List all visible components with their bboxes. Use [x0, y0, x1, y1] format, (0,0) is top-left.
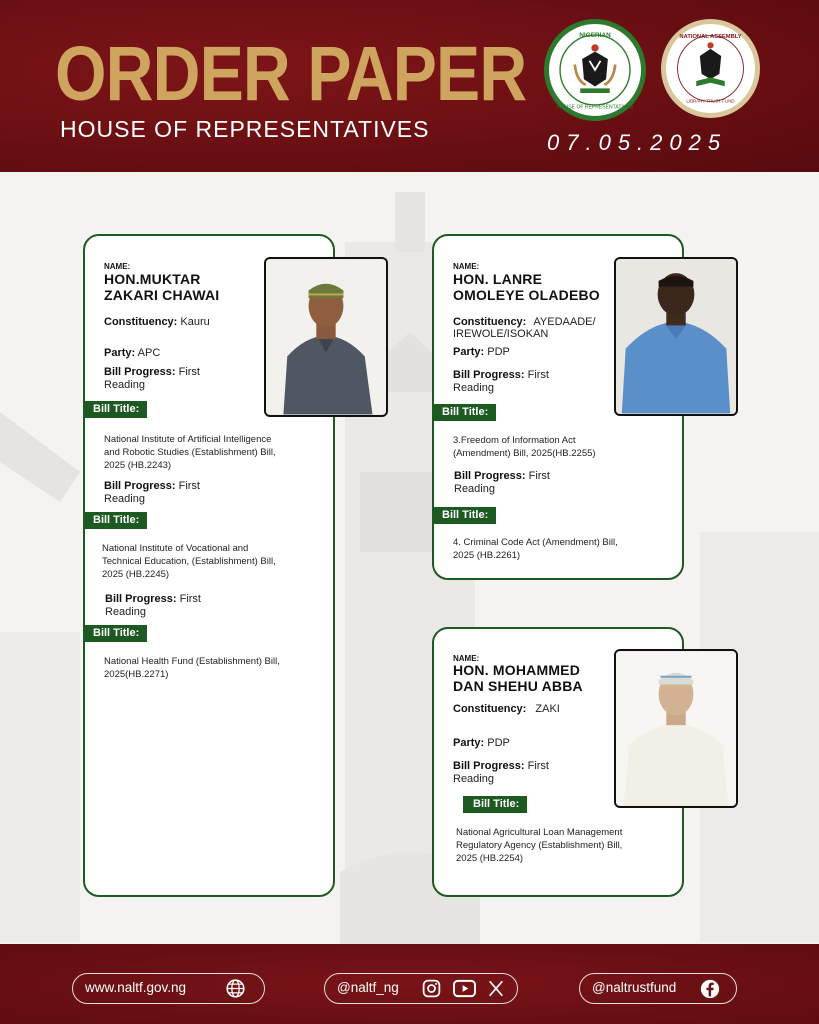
- name-label: NAME:: [104, 262, 131, 271]
- bill-progress-value: First: [178, 480, 200, 492]
- bill-title-tag: Bill Title:: [432, 404, 496, 421]
- member-photo-abba: [614, 649, 738, 808]
- bill-progress-value-2: Reading: [453, 773, 494, 785]
- constituency-value-2: IREWOLE/ISOKAN: [453, 328, 549, 340]
- bill-title-2: [102, 542, 276, 581]
- bill-line: National Health Fund (Establishment) Bill,: [104, 656, 280, 667]
- bill-line: 4. Criminal Code Act (Amendment) Bill,: [453, 537, 618, 548]
- instagram-handle: @naltf_ng: [337, 980, 399, 995]
- instagram-icon[interactable]: [421, 978, 442, 999]
- bill-line: Regulatory Agency (Establishment) Bill,: [456, 840, 623, 851]
- bill-line: 2025 (HB.2243): [104, 460, 172, 471]
- party-label: Party:: [104, 347, 136, 359]
- bill-line: 3.Freedom of Information Act: [453, 435, 576, 446]
- page-title: ORDER PAPER: [55, 31, 527, 117]
- bill-progress-1: [453, 369, 549, 395]
- bill-line: (Amendment) Bill, 2025(HB.2255): [453, 448, 596, 459]
- party-value: PDP: [487, 346, 510, 358]
- bill-line: and Robotic Studies (Establishment) Bill,: [104, 447, 276, 458]
- bill-title-tag: Bill Title:: [83, 401, 147, 418]
- facebook-icon[interactable]: [699, 978, 721, 1000]
- bill-progress-value: First: [179, 593, 201, 605]
- youtube-icon[interactable]: [452, 978, 477, 999]
- bill-title-tag: Bill Title:: [463, 796, 527, 813]
- svg-text:NATIONAL ASSEMBLY: NATIONAL ASSEMBLY: [679, 34, 742, 41]
- svg-text:NIGERIAN: NIGERIAN: [579, 31, 611, 39]
- bill-progress-2: [454, 470, 550, 496]
- bill-title-1: [456, 826, 622, 865]
- bill-progress-value-2: Reading: [105, 606, 146, 618]
- house-of-reps-seal: [544, 19, 646, 121]
- member-name-line1: HON. LANRE: [453, 271, 543, 287]
- bill-line: National Agricultural Loan Management: [456, 827, 623, 838]
- x-icon[interactable]: [487, 978, 505, 999]
- coat-of-arms-icon: [549, 24, 641, 116]
- bill-line: 2025(HB.2271): [104, 669, 169, 680]
- member-name-line2: DAN SHEHU ABBA: [453, 678, 583, 694]
- constituency-value: ZAKI: [535, 703, 560, 715]
- bill-progress-label: Bill Progress:: [453, 760, 525, 772]
- bill-line: National Institute of Vocational and: [102, 543, 249, 554]
- bill-progress-1: [104, 366, 200, 392]
- naltf-seal: [661, 19, 760, 118]
- bill-title-3: [104, 655, 280, 681]
- member-photo-oladebo: [614, 257, 738, 416]
- bill-progress-label: Bill Progress:: [454, 470, 526, 482]
- bill-progress-1: [453, 760, 549, 786]
- bill-title-1: [453, 434, 596, 460]
- website-link[interactable]: [72, 973, 265, 1004]
- portrait-icon: [616, 259, 736, 414]
- social-handle-link[interactable]: [324, 973, 518, 1004]
- constituency-value: AYEDAADE/: [533, 316, 596, 328]
- party-value: APC: [137, 347, 161, 359]
- bill-title-tag: Bill Title:: [432, 507, 496, 524]
- constituency-field: [453, 703, 560, 716]
- bill-progress-label: Bill Progress:: [105, 593, 177, 605]
- constituency-label: Constituency:: [453, 316, 527, 328]
- party-field: [453, 737, 510, 750]
- bill-title-1: [104, 433, 276, 472]
- bill-progress-2: [104, 480, 200, 506]
- bill-progress-value: First: [527, 369, 549, 381]
- member-name-line2: OMOLEYE OLADEBO: [453, 287, 600, 303]
- bill-progress-value: First: [527, 760, 549, 772]
- svg-text:LIBRARY TRUST FUND: LIBRARY TRUST FUND: [686, 98, 735, 104]
- name-label: NAME:: [453, 654, 480, 663]
- bill-title-2: [453, 536, 618, 562]
- order-date: 07.05.2025: [547, 130, 728, 155]
- name-label: NAME:: [453, 262, 480, 271]
- bill-line: National Institute of Artificial Intelligence: [104, 434, 272, 445]
- bill-progress-value-2: Reading: [104, 493, 145, 505]
- party-label: Party:: [453, 346, 485, 358]
- member-photo-chawai: [264, 257, 388, 417]
- member-name-line2: ZAKARI CHAWAI: [104, 287, 220, 303]
- bill-progress-3: [105, 593, 201, 619]
- constituency-field: [104, 316, 210, 329]
- bill-line: 2025 (HB.2261): [453, 550, 521, 561]
- bill-progress-value-2: Reading: [104, 379, 145, 391]
- website-text: www.naltf.gov.ng: [85, 980, 187, 995]
- constituency-value: Kauru: [180, 316, 210, 328]
- header-banner: [0, 0, 819, 172]
- bill-progress-value-2: Reading: [454, 483, 495, 495]
- party-field: [104, 347, 160, 360]
- library-trust-fund-icon: [666, 24, 755, 113]
- bill-progress-value: First: [178, 366, 200, 378]
- member-name-line1: HON.MUKTAR: [104, 271, 201, 287]
- svg-text:HOUSE OF REPRESENTATIVES: HOUSE OF REPRESENTATIVES: [557, 104, 633, 111]
- bill-title-tag: Bill Title:: [83, 625, 147, 642]
- facebook-handle-link[interactable]: [579, 973, 737, 1004]
- party-value: PDP: [487, 737, 510, 749]
- bill-line: 2025 (HB.2254): [456, 853, 524, 864]
- facebook-handle: @naltrustfund: [592, 980, 677, 995]
- bill-progress-label: Bill Progress:: [104, 480, 176, 492]
- member-name-line1: HON. MOHAMMED: [453, 662, 581, 678]
- bill-line: 2025 (HB.2245): [102, 569, 170, 580]
- bill-title-tag: Bill Title:: [83, 512, 147, 529]
- constituency-label: Constituency:: [453, 703, 527, 715]
- constituency-label: Constituency:: [104, 316, 178, 328]
- portrait-icon: [616, 651, 736, 806]
- globe-icon: [225, 978, 246, 999]
- bill-progress-label: Bill Progress:: [453, 369, 525, 381]
- bill-line: Technical Education, (Establishment) Bill,: [102, 556, 276, 567]
- page-subtitle: HOUSE OF REPRESENTATIVES: [60, 116, 430, 142]
- portrait-icon: [266, 259, 386, 415]
- party-field: [453, 346, 510, 359]
- bill-progress-label: Bill Progress:: [104, 366, 176, 378]
- bill-progress-value: First: [528, 470, 550, 482]
- bill-progress-value-2: Reading: [453, 382, 494, 394]
- party-label: Party:: [453, 737, 485, 749]
